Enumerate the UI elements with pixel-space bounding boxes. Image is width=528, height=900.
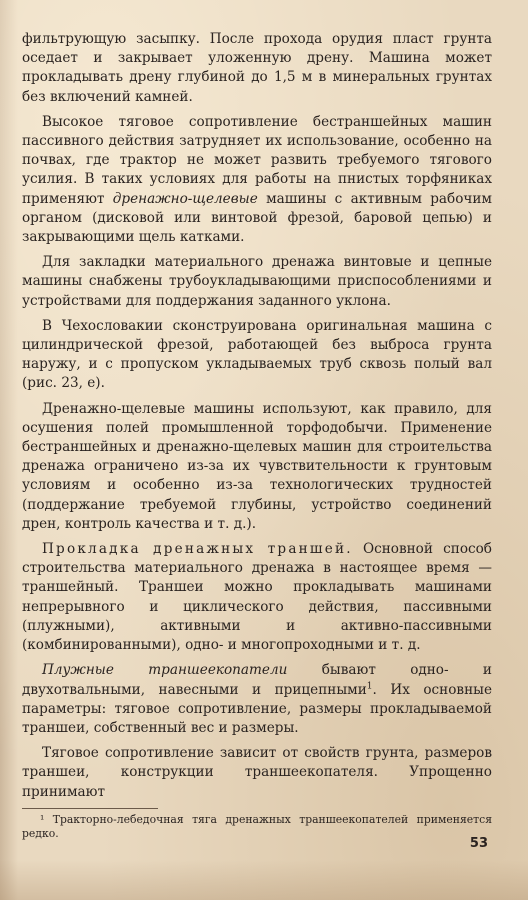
page-number: 53 <box>469 836 488 851</box>
paragraph-2 <box>22 113 492 247</box>
page-text <box>22 30 492 841</box>
paragraph-2-tail: машины с активным рабочим органом (дисковой или винтовой фрезой, баровой цепью) и закрывающими щель катками. <box>22 190 493 246</box>
paragraph-2-lead: Высокое тяговое сопротивление бестраншейных машин пассивного действия затрудняет их использование, особенно на почвах, где трактор не может развить требуемого тягового усилия. В таких условиях для работы на пнистых торфяниках применяют <box>22 113 492 207</box>
paragraph-1: фильтрующую засыпку. После прохода орудия пласт грунта оседает и закрывает уложенную дрену. Машина может прокладывать дрену глубиной до 1,5 м в минеральных грунтах без включений камней. <box>22 31 492 105</box>
footnote: ¹ Тракторно-лебедочная тяга дренажных траншеекопателей применяется редко. <box>22 812 492 840</box>
paragraph-6-body: способ строительства материального дренажа в настоящее время — траншейный. Траншеи можно прокладывать машинами непрерывного и циклического действия, пассивными (плужными), активными и активно-пассивными (комбинированными), одно- и многопроходными и т. д. <box>22 541 492 654</box>
paragraph-6 <box>22 540 492 655</box>
paragraph-3: Для закладки материального дренажа винтовые и цепные машины снабжены трубоукладывающими приспособлениями и устройствами для поддержания заданного уклона. <box>22 254 492 309</box>
paragraph-4: В Чехословакии сконструирована оригинальная машина с цилиндрической фрезой, работающей без выброса грунта наружу, и с пропуском укладываемых труб сквозь полый вал (рис. 23, е). <box>22 317 492 392</box>
page-edge-shadow <box>0 860 528 900</box>
paragraph-2-italic: дренажно-щелевые <box>112 190 258 207</box>
paragraph-7-tail: . Их основные параметры: тяговое сопротивление, размеры прокладываемой траншеи, собственный вес и размеры. <box>22 681 492 736</box>
footnote-rule <box>22 808 158 809</box>
paragraph-8: Тяговое сопротивление зависит от свойств грунта, размеров траншеи, конструкции траншеекопателя. Упрощенно принимают <box>22 745 492 800</box>
paragraph-7-italic: Плужные траншеекопатели <box>42 662 288 679</box>
section-lead: Основной <box>362 541 433 558</box>
paragraph-5: Дренажно-щелевые машины используют, как правило, для осушения полей промышленной торфодобычи. Применение бестраншейных и дренажно-щелевых машин для строительства дренажа ограничено из-за их чувствительности к грунтовым условиям и особенно из-за технологических трудностей (поддержание требуемой глубины, устройство соединений дрен, контроль качества и т. д.). <box>22 400 492 532</box>
footnote-marker: 1 <box>366 680 373 691</box>
paragraph-7-body: бывают одно- и двухотвальными, навесными и прицепными <box>22 662 492 698</box>
section-heading: Прокладка дренажных траншей. <box>42 541 353 558</box>
paragraph-7 <box>22 661 492 738</box>
